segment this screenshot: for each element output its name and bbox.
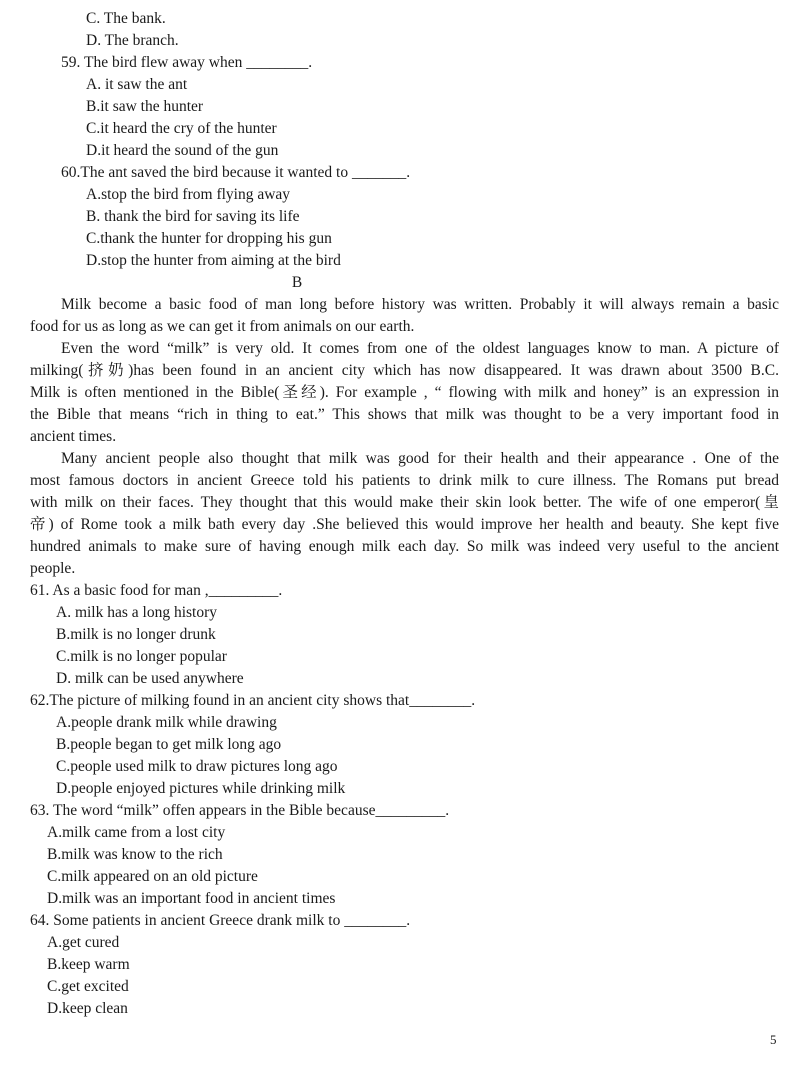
q60-option-a: A.stop the bird from flying away — [86, 186, 291, 203]
passage-p3-line-6: people. — [30, 560, 76, 577]
q61-option-a: A. milk has a long history — [56, 604, 218, 621]
q64-stem: 64. Some patients in ancient Greece drank milk to ________. — [30, 912, 411, 929]
q62-option-c: C.people used milk to draw pictures long ago — [56, 758, 338, 775]
q63-option-a: A.milk came from a lost city — [47, 824, 226, 841]
passage-p2-line-1: Even the word “milk” is very old. It comes from one of the oldest languages know to man. A picture of — [61, 340, 779, 357]
section-label: B — [291, 274, 303, 291]
passage-p1-line-1: Milk become a basic food of man long before history was written. Probably it will always remain a basic — [61, 296, 779, 313]
passage-p3-line-5: hundred animals to make sure of having enough milk each day. So milk was indeed very useful to the ancient — [30, 538, 779, 555]
q60-option-c: C.thank the hunter for dropping his gun — [86, 230, 332, 247]
q59-option-d: D.it heard the sound of the gun — [86, 142, 279, 159]
q63-option-b: B.milk was know to the rich — [47, 846, 223, 863]
q64-option-b: B.keep warm — [47, 956, 130, 973]
passage-p3-line-1: Many ancient people also thought that milk was good for their health and their appearance . One of the — [61, 450, 779, 467]
q59-stem: 59. The bird flew away when ________. — [61, 54, 313, 71]
q61-stem: 61. As a basic food for man ,_________. — [30, 582, 283, 599]
passage-p1-line-2: food for us as long as we can get it from animals on our earth. — [30, 318, 415, 335]
q63-stem: 63. The word “milk” offen appears in the Bible because_________. — [30, 802, 450, 819]
q62-option-d: D.people enjoyed pictures while drinking milk — [56, 780, 346, 797]
passage-p2-line-4: the Bible that means “rich in thing to eat.” This shows that milk was thought to be a very important food in — [30, 406, 779, 423]
passage-p2-line-5: ancient times. — [30, 428, 117, 445]
q61-option-c: C.milk is no longer popular — [56, 648, 227, 665]
q60-option-d: D.stop the hunter from aiming at the bird — [86, 252, 341, 269]
q62-option-b: B.people began to get milk long ago — [56, 736, 282, 753]
q64-option-d: D.keep clean — [47, 1000, 128, 1017]
q60-stem: 60.The ant saved the bird because it wanted to _______. — [61, 164, 411, 181]
q64-option-a: A.get cured — [47, 934, 120, 951]
q58-option-c: C. The bank. — [86, 10, 166, 27]
q61-option-b: B.milk is no longer drunk — [56, 626, 216, 643]
passage-p3-line-2: most famous doctors in ancient Greece told his patients to drink milk to cure illness. The Romans put bread — [30, 472, 779, 489]
q60-option-b: B. thank the bird for saving its life — [86, 208, 300, 225]
q59-option-a: A. it saw the ant — [86, 76, 188, 93]
q63-option-d: D.milk was an important food in ancient times — [47, 890, 336, 907]
q62-stem: 62.The picture of milking found in an ancient city shows that________. — [30, 692, 476, 709]
passage-p2-line-3: Milk is often mentioned in the Bible(圣经). For example , “ flowing with milk and honey” is an expression in — [30, 384, 779, 401]
page-number: 5 — [770, 1032, 777, 1047]
q61-option-d: D. milk can be used anywhere — [56, 670, 244, 687]
q64-option-c: C.get excited — [47, 978, 129, 995]
q59-option-c: C.it heard the cry of the hunter — [86, 120, 277, 137]
q62-option-a: A.people drank milk while drawing — [56, 714, 277, 731]
q58-option-d: D. The branch. — [86, 32, 179, 49]
q63-option-c: C.milk appeared on an old picture — [47, 868, 258, 885]
passage-p2-line-2: milking(挤奶)has been found in an ancient city which has now disappeared. It was drawn about 3500 B.C. — [30, 362, 779, 379]
passage-p3-line-3: with milk on their faces. They thought that this would make their skin look better. The wife of one emperor(皇 — [30, 494, 779, 511]
passage-p3-line-4: 帝) of Rome took a milk bath every day .She believed this would improve her health and beauty. She kept five — [30, 516, 779, 533]
q59-option-b: B.it saw the hunter — [86, 98, 204, 115]
